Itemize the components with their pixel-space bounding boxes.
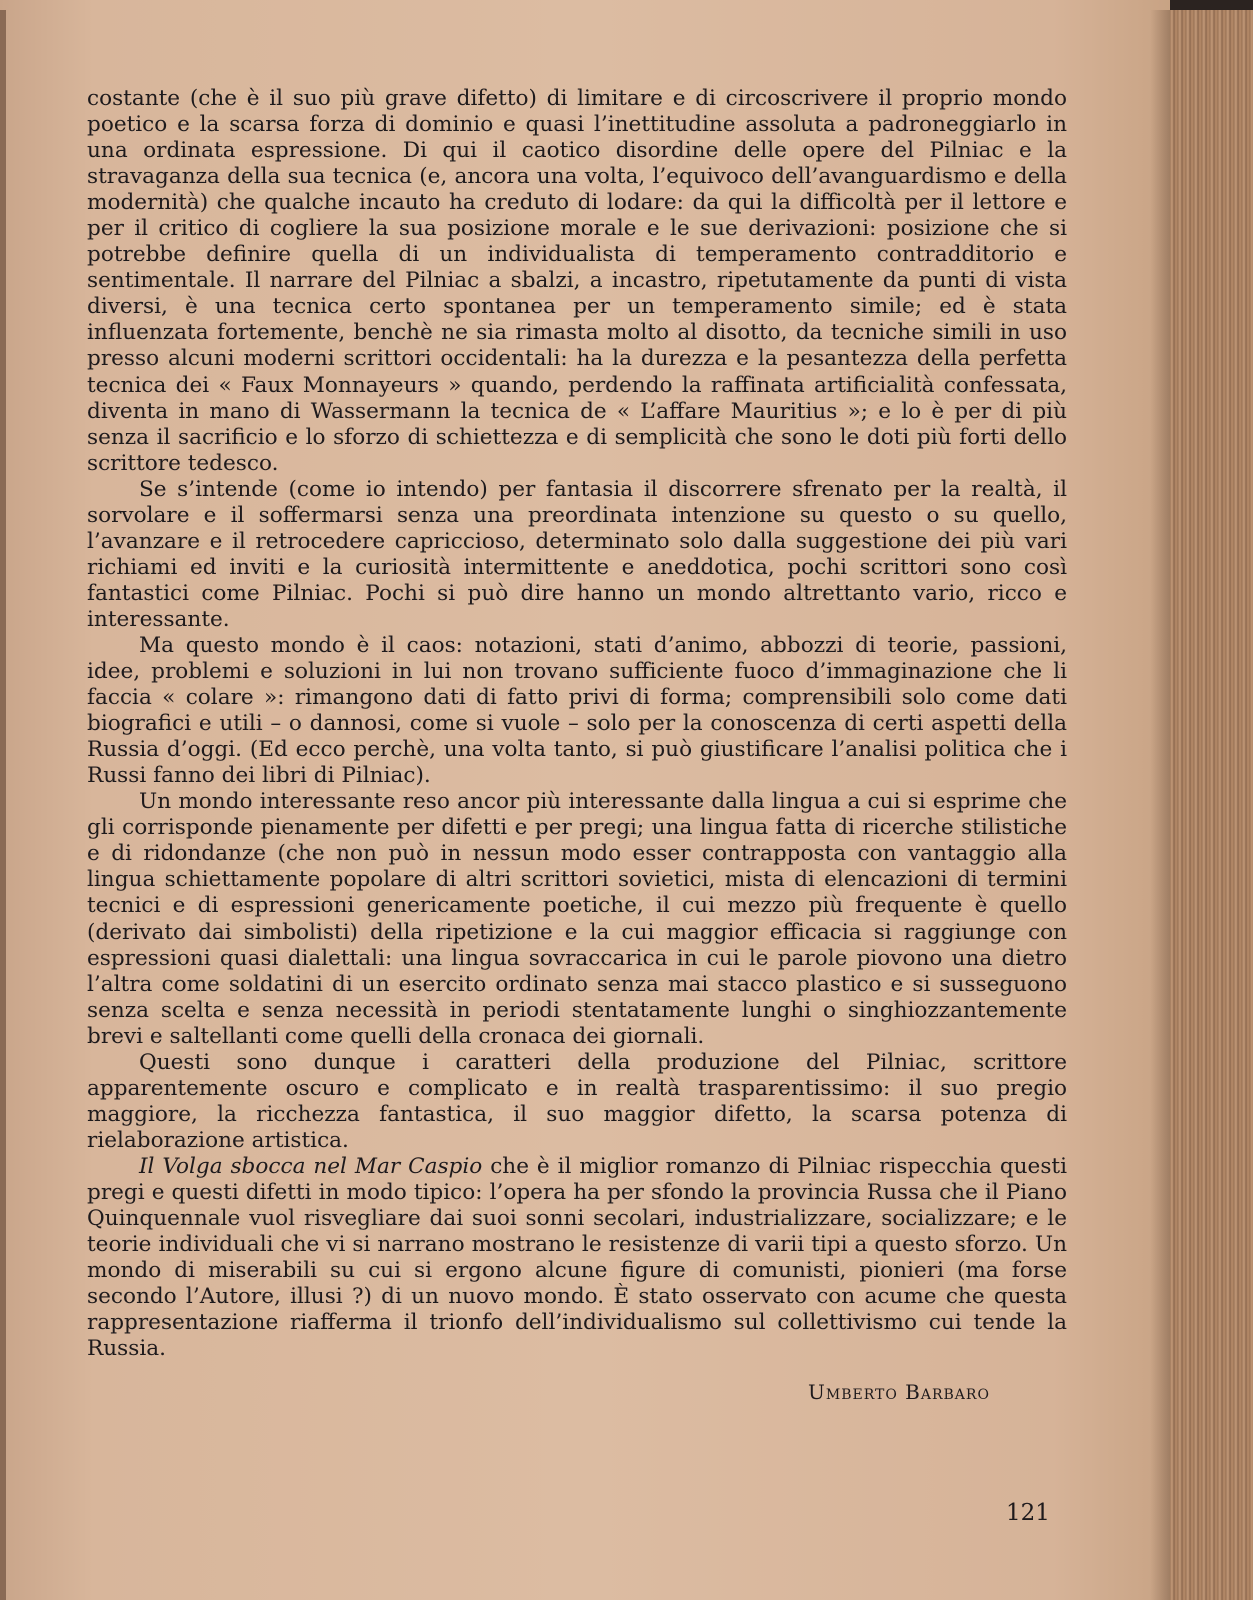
paragraph-1: costante (che è il suo più grave difetto) di limitare e di circoscrivere il proprio mondo poetico e la scarsa forza di dominio e quasi l’inettitudine assoluta a padroneggiarlo in una ordinata espressione. Di qui il caotico disordine delle opere del Pilniac e la stravaganza della sua tecnica (e, ancora una volta, l’equivoco dell’avanguardismo e della modernità) che qualche incauto ha creduto di lodare: da qui la difficoltà per il lettore e per il critico di cogliere la sua posizione morale e le sue derivazioni: posizione che si potrebbe definire quella di un individualista di temperamento contradditorio e sentimentale. Il narrare del Pilniac a sbalzi, a incastro, ripetutamente da punti di vista diversi, è una tecnica certo spontanea per un temperamento simile; ed è stata influenzata fortemente, benchè ne sia rimasta molto al disotto, da tecniche simili in uso presso alcuni moderni scrittori occidentali: ha la durezza e la pesantezza della perfetta tecnica dei « Faux Monnayeurs » quando, perdendo la raffinata artificialità confessata, diventa in mano di Wassermann la tecnica de « L’affare Mauritius »; e lo è per di più senza il sacrificio e lo sforzo di schiettezza e di semplicità che sono le doti più forti dello scrittore tedesco. <box>87 86 1067 476</box>
author-signature: Umberto Barbaro <box>808 1380 990 1404</box>
paragraph-5: Questi sono dunque i caratteri della produzione del Pilniac, scrittore apparentemente oscuro e complicato e in realtà trasparentissimo: il suo pregio maggiore, la ricchezza fantastica, il suo maggior difetto, la scarsa potenza di rielaborazione artistica. <box>87 1049 1067 1153</box>
novel-title: Il Volga sbocca nel Mar Caspio <box>139 1153 483 1179</box>
page-number: 121 <box>1006 1500 1050 1526</box>
book-fore-edge <box>1170 10 1253 1600</box>
page-left-edge <box>0 10 6 1600</box>
paragraph-4: Un mondo interessante reso ancor più interessante dalla lingua a cui si esprime che gli corrisponde pienamente per difetti e per pregi; una lingua fatta di ricerche stilistiche e di ridondanze (che non può in nessun modo esser contrapposta con vantaggio alla lingua schiettamente popolare di altri scrittori sovietici, mista di elencazioni di termini tecnici e di espressioni genericamente poetiche, il cui mezzo più frequente è quello (derivato dai simbolisti) della ripetizione e la cui maggior efficacia si raggiunge con espressioni quasi dialettali: una lingua sovraccarica in cui le parole piovono una dietro l’altra come soldatini di un esercito ordinato senza mai stacco plastico e si susseguono senza scelta e senza necessità in periodi stentatamente lunghi o singhiozzantemente brevi e saltellanti come quelli della cronaca dei giornali. <box>87 789 1067 1049</box>
paragraph-6-text: che è il miglior romanzo di Pilniac rispecchia questi pregi e questi difetti in modo tipico: l’opera ha per sfondo la provincia Russa che il Piano Quinquennale vuol risvegliare dai suoi sonni secolari, industrializzare, socializzare; e le teorie individuali che vi si narrano mostrano le resistenze di varii tipi a questo sforzo. Un mondo di miserabili su cui si ergono alcune figure di comunisti, pionieri (ma forse secondo l’Autore, illusi ?) di un nuovo mondo. È stato osservato con acume che questa rappresentazione riafferma il trionfo dell’individualismo sul collettivismo cui tende la Russia. <box>87 1153 1067 1362</box>
paragraph-2: Se s’intende (come io intendo) per fantasia il discorrere sfrenato per la realtà, il sorvolare e il soffermarsi senza una preordinata intenzione su questo o su quello, l’avanzare e il retrocedere capriccioso, determinato solo dalla suggestione dei più vari richiami ed inviti e la curiosità intermittente e aneddotica, pochi scrittori sono così fantastici come Pilniac. Pochi si può dire hanno un mondo altrettanto vario, ricco e interessante. <box>87 476 1067 632</box>
paragraph-3: Ma questo mondo è il caos: notazioni, stati d’animo, abbozzi di teorie, passioni, idee, problemi e soluzioni in lui non trovano sufficiente fuoco d’immaginazione che li faccia « colare »: rimangono dati di fatto privi di forma; comprensibili solo come dati biografici e utili – o dannosi, come si vuole – solo per la conoscenza di certi aspetti della Russia d’oggi. (Ed ecco perchè, una volta tanto, si può giustificare l’analisi politica che i Russi fanno dei libri di Pilniac). <box>87 632 1067 789</box>
body-text <box>87 86 1067 1362</box>
paragraph-6 <box>87 1154 1067 1362</box>
